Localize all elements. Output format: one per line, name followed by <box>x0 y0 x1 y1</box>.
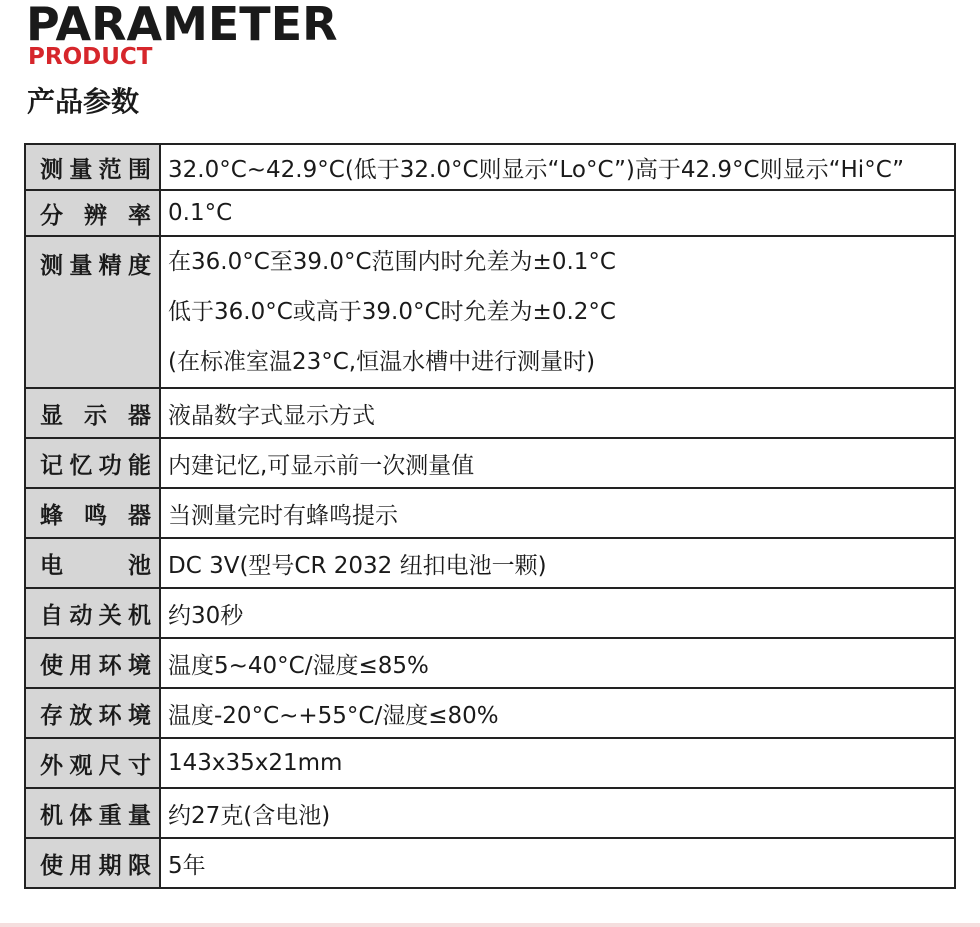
table-row <box>25 388 955 438</box>
row-label: 分辨率 <box>25 190 160 236</box>
row-label: 显示器 <box>25 388 160 438</box>
table-row <box>25 838 955 888</box>
parameter-table <box>24 143 956 889</box>
row-label: 电池 <box>25 538 160 588</box>
row-value: 内建记忆,可显示前一次测量值 <box>160 438 955 488</box>
table-row <box>25 788 955 838</box>
row-value: 0.1°C <box>160 190 955 236</box>
row-value-line: (在标准室温23°C,恒温水槽中进行测量时) <box>168 349 596 375</box>
row-value: 5年 <box>160 838 955 888</box>
table-row <box>25 236 955 388</box>
row-label: 记忆功能 <box>25 438 160 488</box>
table-row <box>25 538 955 588</box>
row-label: 机体重量 <box>25 788 160 838</box>
row-label: 测量范围 <box>25 144 160 190</box>
row-value: DC 3V(型号CR 2032 纽扣电池一颗) <box>160 538 955 588</box>
row-value: 32.0°C~42.9°C(低于32.0°C则显示“Lo°C”)高于42.9°C则显示“Hi°C” <box>160 144 955 190</box>
table-row <box>25 190 955 236</box>
row-value: 约27克(含电池) <box>160 788 955 838</box>
table-row <box>25 588 955 638</box>
row-label: 测量精度 <box>25 236 160 388</box>
row-label: 使用期限 <box>25 838 160 888</box>
row-value-line: 在36.0°C至39.0°C范围内时允差为±0.1°C <box>168 249 616 275</box>
row-value: 温度5~40°C/湿度≤85% <box>160 638 955 688</box>
row-label: 外观尺寸 <box>25 738 160 788</box>
page-subtitle: PRODUCT <box>28 44 153 70</box>
row-label: 存放环境 <box>25 688 160 738</box>
row-value-multiline <box>160 236 955 388</box>
table-row <box>25 688 955 738</box>
page-title: PARAMETER <box>26 0 338 51</box>
row-value: 当测量完时有蜂鸣提示 <box>160 488 955 538</box>
table-row <box>25 438 955 488</box>
section-heading: 产品参数 <box>27 85 140 118</box>
bottom-divider <box>0 923 980 927</box>
table-row <box>25 488 955 538</box>
row-label: 蜂鸣器 <box>25 488 160 538</box>
table-row <box>25 738 955 788</box>
row-value: 143x35x21mm <box>160 738 955 788</box>
table-row <box>25 638 955 688</box>
table-row <box>25 144 955 190</box>
row-value-line: 低于36.0°C或高于39.0°C时允差为±0.2°C <box>168 299 616 325</box>
row-label: 使用环境 <box>25 638 160 688</box>
row-value: 约30秒 <box>160 588 955 638</box>
row-value: 温度-20°C~+55°C/湿度≤80% <box>160 688 955 738</box>
row-label: 自动关机 <box>25 588 160 638</box>
row-value: 液晶数字式显示方式 <box>160 388 955 438</box>
